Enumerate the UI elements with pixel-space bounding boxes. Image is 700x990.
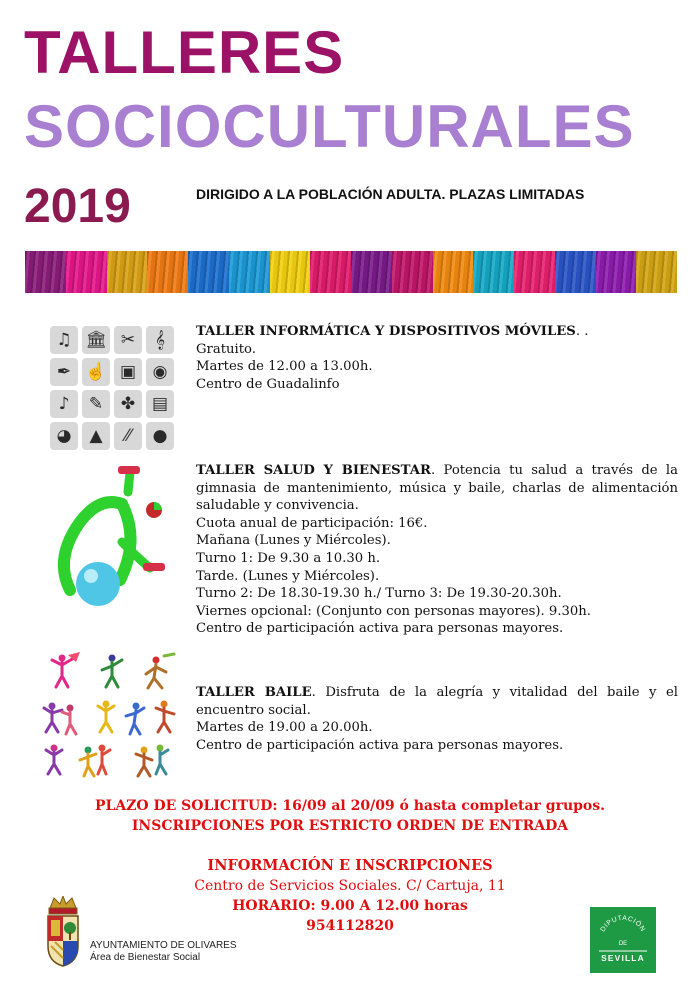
workshop-detail: Turno 2: De 18.30-19.30 h./ Turno 3: De 19.30-20.30h. <box>196 586 562 602</box>
color-stripe-segment <box>25 251 66 293</box>
workshop-detail: Viernes opcional: (Conjunto con personas mayores). 9.30h. <box>196 603 591 619</box>
workshop-detail: Cuota anual de participación: 16€. <box>196 515 428 531</box>
color-stripe-segment <box>310 251 351 293</box>
info-phone: 954112820 <box>306 918 394 934</box>
workshop-detail: Turno 1: De 9.30 a 10.30 h. <box>196 550 381 566</box>
color-stripe-segment <box>392 251 433 293</box>
violin-icon: 𝄞 <box>146 326 174 354</box>
workshop-title-line: TALLER INFORMÁTICA Y DISPOSITIVOS MÓVILES. . <box>196 324 589 339</box>
workshop-detail: Centro de participación activa para personas mayores. <box>196 621 564 637</box>
logo-top-text: DIPUTACIÓN <box>599 914 647 934</box>
workshop-detail: Mañana (Lunes y Miércoles). <box>196 533 391 549</box>
scissors-icon: ✂ <box>114 326 142 354</box>
workshop-detail: Centro de participación activa para personas mayores. <box>196 737 564 753</box>
color-stripe-segment <box>555 251 596 293</box>
title-line-2: SOCIOCULTURALES <box>24 93 635 160</box>
municipality-label <box>90 940 237 964</box>
workshop-title: TALLER INFORMÁTICA Y DISPOSITIVOS MÓVILES <box>196 324 576 339</box>
color-stripe-segment <box>147 251 188 293</box>
color-stripe-segment <box>188 251 229 293</box>
graduation-cap-icon: ▲ <box>82 422 110 450</box>
workshop-detail: Martes de 12.00 a 13.00h. <box>196 359 373 375</box>
arts-icon-grid <box>50 326 174 450</box>
municipality-area: Área de Bienestar Social <box>90 952 201 963</box>
diputacion-sevilla-logo <box>590 907 656 973</box>
brushes-icon: ⁄⁄ <box>114 422 142 450</box>
tagline: DIRIGIDO A LA POBLACIÓN ADULTA. PLAZAS LIMITADAS <box>196 186 585 202</box>
title-line-1: TALLERES <box>24 19 345 86</box>
coat-of-arms-emblem <box>42 896 84 968</box>
color-stripe-segment <box>270 251 311 293</box>
dancer-figure <box>80 745 110 777</box>
touch-hand-icon: ☝ <box>82 358 110 386</box>
dancer-figure <box>98 701 114 733</box>
dancer-figure <box>126 703 144 735</box>
color-stripe-banner <box>25 251 677 293</box>
workshop-detail: Centro de Guadalinfo <box>196 376 340 392</box>
workshop-detail: Gratuito. <box>196 341 256 357</box>
year: 2019 <box>24 180 131 233</box>
workshop-detail: Martes de 19.00 a 20.00h. <box>196 720 373 736</box>
color-stripe-segment <box>107 251 148 293</box>
workshop-title: TALLER BAILE <box>196 685 312 700</box>
workshop-detail: Tarde. (Lunes y Miércoles). <box>196 568 380 584</box>
color-stripe-segment <box>473 251 514 293</box>
info-hours: HORARIO: 9.00 A 12.00 horas <box>232 898 468 914</box>
movie-projector-icon: ● <box>146 422 174 450</box>
workshop-title: TALLER SALUD Y BIENESTAR <box>196 463 431 478</box>
color-stripe-segment <box>596 251 637 293</box>
workshop-informatica <box>196 323 678 393</box>
svg-text:DIPUTACIÓN <box>600 915 647 933</box>
paint-tube-icon: ✎ <box>82 390 110 418</box>
dancer-figure <box>136 745 168 777</box>
dancer-figure <box>52 652 80 687</box>
dancers-illustration <box>40 650 188 778</box>
logo-mid-text: DE <box>618 941 628 947</box>
workshop-salud <box>196 462 678 638</box>
camera-icon: ◉ <box>146 358 174 386</box>
info-center: Centro de Servicios Sociales. C/ Cartuja, 11 <box>194 878 506 894</box>
film-strip-icon: ▤ <box>146 390 174 418</box>
microphone-icon: ♪ <box>50 390 78 418</box>
workshop-description: TALLER SALUD Y BIENESTAR. Potencia tu salud a través de la gimnasia de mantenimiento, música y baile, charlas de alimentación saludable y convivencia. <box>196 463 678 514</box>
gymnast-illustration <box>48 462 178 618</box>
color-stripe-segment <box>229 251 270 293</box>
color-stripe-segment <box>351 251 392 293</box>
dancer-figure <box>46 745 62 775</box>
dancer-figure <box>156 701 174 733</box>
municipality-name: AYUNTAMIENTO DE OLIVARES <box>90 940 237 951</box>
fan-icon: ✤ <box>114 390 142 418</box>
palette-icon: ◕ <box>50 422 78 450</box>
color-stripe-segment <box>433 251 474 293</box>
dancer-figure <box>44 703 76 735</box>
info-heading: INFORMACIÓN E INSCRIPCIONES <box>207 857 493 874</box>
color-stripe-segment <box>636 251 677 293</box>
deadline-notice: PLAZO DE SOLICITUD: 16/09 al 20/09 ó hasta completar grupos. <box>94 798 606 814</box>
logo-bottom-text: SEVILLA <box>601 953 645 963</box>
portrait-frame-icon: ▣ <box>114 358 142 386</box>
dancer-figure <box>146 654 174 688</box>
music-note-icon: ♫ <box>50 326 78 354</box>
workshop-baile <box>196 684 678 754</box>
workshop-description: TALLER BAILE. Disfruta de la alegría y vitalidad del baile y el encuentro social. <box>196 685 678 718</box>
order-notice: INSCRIPCIONES POR ESTRICTO ORDEN DE ENTRADA <box>131 818 569 834</box>
museum-icon: 🏛 <box>82 326 110 354</box>
color-stripe-segment <box>66 251 107 293</box>
writing-ink-icon: ✒ <box>50 358 78 386</box>
color-stripe-segment <box>514 251 555 293</box>
dancer-figure <box>102 655 122 688</box>
